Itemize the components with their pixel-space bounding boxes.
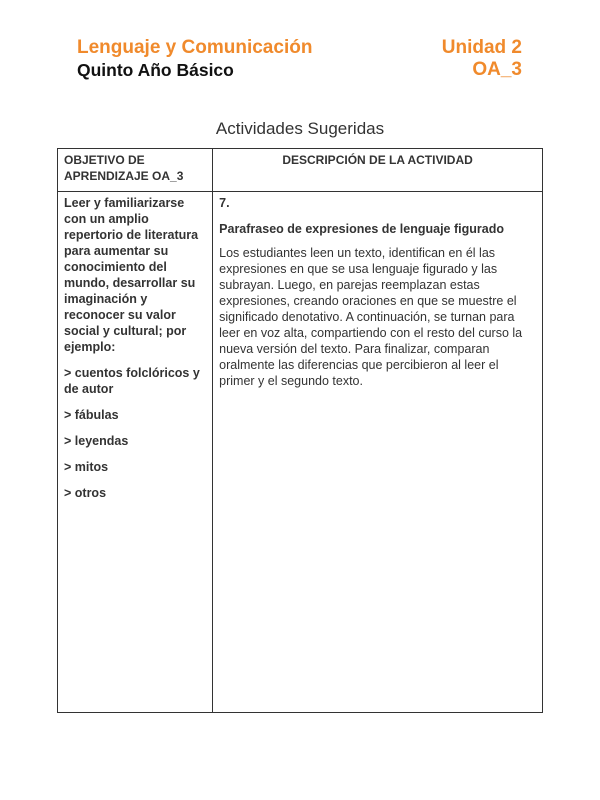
table-header-row [58, 149, 543, 192]
section-title: Actividades Sugeridas [215, 119, 385, 138]
objective-column-header: OBJETIVO DE APRENDIZAJE OA_3 [58, 149, 213, 192]
table-row [58, 192, 543, 713]
activity-number: 7. [219, 196, 230, 210]
description-cell [213, 192, 543, 713]
header-left [77, 37, 312, 81]
example-item: > fábulas [64, 408, 119, 422]
oa-label: OA_3 [472, 59, 522, 80]
description-column-header: DESCRIPCIÓN DE LA ACTIVIDAD [213, 149, 543, 192]
example-item: > leyendas [64, 434, 129, 448]
objective-text: Leer y familiarizarse con un amplio repertorio de literatura para aumentar su conocimiento del mundo, desarrollar su imaginación y reconocer su valor social y cultural; por ejemplo: [64, 196, 199, 354]
unit-label: Unidad 2 [441, 37, 522, 58]
example-item: > cuentos folclóricos y de autor [64, 366, 200, 396]
subject-title: Lenguaje y Comunicación [77, 37, 313, 58]
activity-table [57, 148, 543, 713]
activity-body: Los estudiantes leen un texto, identifican en él las expresiones en que se usa lenguaje figurado y las subrayan. Luego, en parejas reemplazan estas expresiones, creando oraciones en que se muestre el significado denotativo. A continuación, se turnan para leer en voz alta, compartiendo con el resto del curso la nueva versión del texto. Para finalizar, comparan oralmente las diferencias que percibieron al leer el primer y el segundo texto. [219, 246, 523, 388]
example-item: > otros [64, 486, 107, 500]
example-item: > mitos [64, 460, 109, 474]
grade-title: Quinto Año Básico [77, 60, 234, 80]
header-right [442, 37, 522, 81]
activity-title: Parafraseo de expresiones de lenguaje figurado [219, 222, 504, 236]
objective-cell [58, 192, 213, 713]
